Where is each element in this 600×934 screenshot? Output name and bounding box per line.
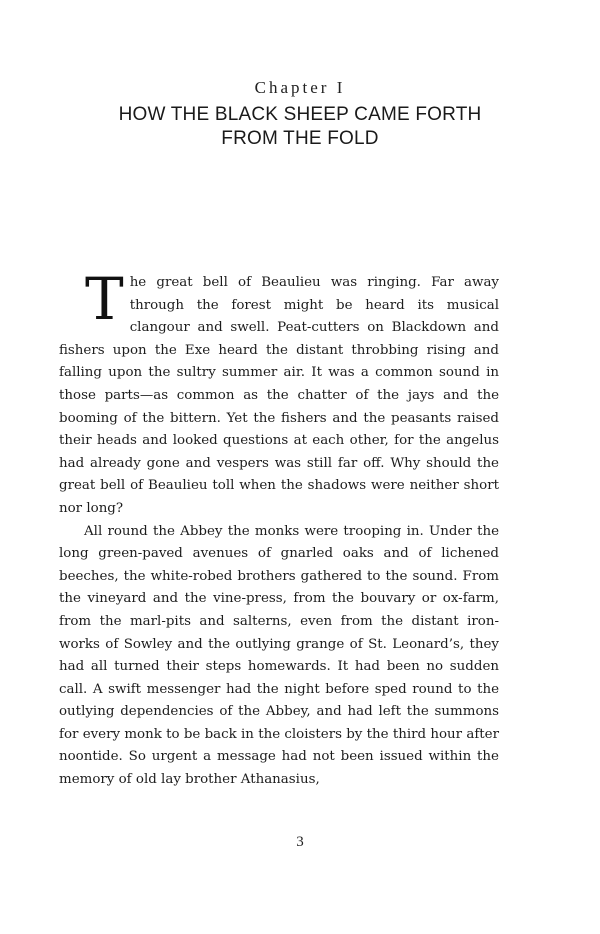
chapter-label: Chapter I — [254, 78, 346, 97]
paragraph-1 — [59, 265, 499, 521]
drop-cap: T — [85, 265, 124, 333]
paragraph-2: All round the Abbey the monks were trooping in. Under the long green-paved avenues of gnarled oaks and of lichened beeches, the white-robed brothers gathered to the sound. From the vineyard and the vine-press, from the bouvary or ox-farm, from the marl-pits and salterns, even from the distant iron-works of Sowley and the outlying grange of St. Leonard’s, they had all turned their steps homewards. It had been no sudden call. A swift messenger had the night before sped round to the outlying dependencies of the Abbey, and had left the summons for every monk to be back in the cloisters by the third hour after noontide. So urgent a message had not been issued within the memory of old lay brother Athanasius, — [59, 523, 499, 788]
chapter-title-line-2: FROM THE FOLD — [221, 128, 379, 149]
paragraph-1-text: he great bell of Beaulieu was ringing. Far away through the forest might be heard its musical clangour and swell. Peat-cutters on Blackdown and fishers upon the Exe heard the distant throbbing rising and falling upon the sultry summer air. It was a common sound in those parts—as common as the chatter of the jays and the booming of the bittern. Yet the fishers and the peasants raised their heads and looked questions at each other, for the angelus had already gone and vespers was still far off. Why should the great bell of Beaulieu toll when the shadows were neither short nor long? — [59, 275, 499, 516]
body-text — [59, 265, 499, 792]
page-number: 3 — [296, 834, 304, 850]
chapter-title-line-1: HOW THE BLACK SHEEP CAME FORTH — [118, 104, 482, 125]
chapter-title — [60, 103, 540, 151]
